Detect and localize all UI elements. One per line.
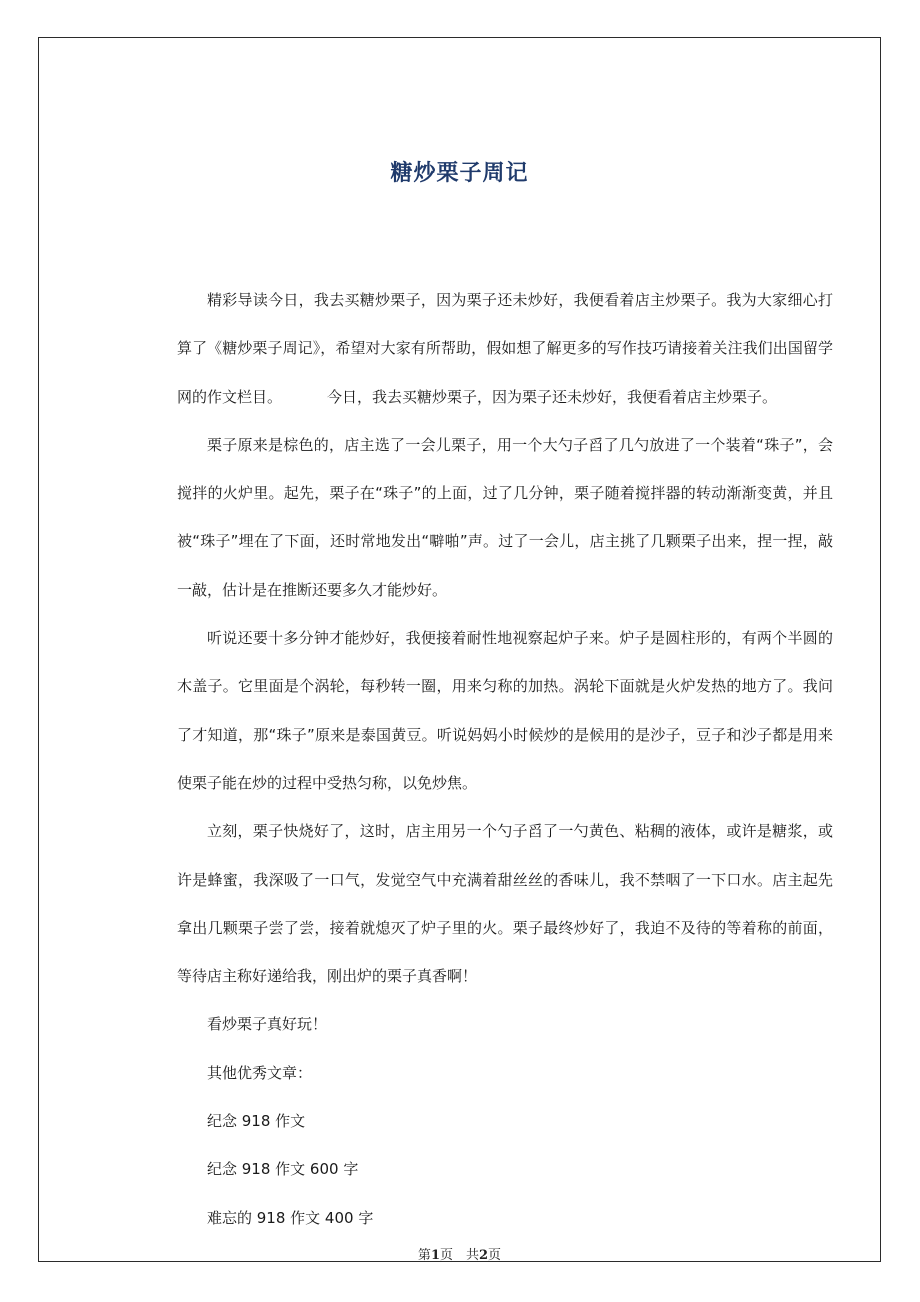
paragraph-5: 看炒栗子真好玩！	[207, 1015, 328, 1034]
paragraph-2: 栗子原来是棕色的，店主选了一会儿栗子，用一个大勺子舀了几勺放进了一个装着“珠子”，会搅拌的火炉里。起先，栗子在“珠子”的上面，过了几分钟，栗子随着搅拌器的转动渐渐变黄，并且被“珠子”埋在了下面，还时常地发出“噼啪”声。过了一会儿，店主挑了几颗栗子出来，捏一捏，敲一敲，估计是在推断还要多久才能炒好。	[177, 435, 833, 599]
paragraph-4: 立刻，栗子快烧好了，这时，店主用另一个勺子舀了一勺黄色、粘稠的液体，或许是糖浆，或许是蜂蜜，我深吸了一口气，发觉空气中充满着甜丝丝的香味儿，我不禁咽了一下口水。店主起先拿出几颗栗子尝了尝，接着就熄灭了炉子里的火。栗子最终炒好了，我迫不及待的等着称的前面，等待店主称好递给我，刚出炉的栗子真香啊！	[177, 822, 833, 986]
intro-continued-text: 今日，我去买糖炒栗子，因为栗子还未炒好，我便看着店主炒栗子。	[327, 387, 778, 406]
paragraph-3: 听说还要十多分钟才能炒好，我便接着耐性地视察起炉子来。炉子是圆柱形的，有两个半圆的木盖子。它里面是个涡轮，每秒转一圈，用来匀称的加热。涡轮下面就是火炉发热的地方了。我问了才知道，那“珠子”原来是泰国黄豆。听说妈妈小时候炒的是候用的是沙子，豆子和沙子都是用来使栗子能在炒的过程中受热匀称，以免炒焦。	[177, 629, 833, 792]
document-title: 糖炒栗子周记	[390, 161, 529, 186]
page-footer	[39, 1244, 880, 1263]
related-article-3: 难忘的 918 作文 400 字	[207, 1208, 374, 1227]
paragraph-intro	[177, 276, 833, 421]
related-article-2: 纪念 918 作文 600 字	[207, 1160, 359, 1179]
intro-text: 精彩导读今日，我去买糖炒栗子，因为栗子还未炒好，我便看着店主炒栗子。我为大家细心打算了《糖炒栗子周记》，希望对大家有所帮助，假如想了解更多的写作技巧请接着关注我们出国留学网的作文栏目。	[177, 291, 833, 406]
footer-mid: 页 共	[439, 1248, 479, 1263]
footer-suffix: 页	[488, 1248, 502, 1263]
footer-page-total: 2	[479, 1248, 489, 1263]
document-body	[177, 276, 833, 1242]
footer-page-current: 1	[430, 1248, 440, 1263]
footer-prefix: 第	[417, 1248, 431, 1263]
document-page	[38, 37, 881, 1262]
related-article-1: 纪念 918 作文	[207, 1112, 306, 1131]
paragraph-6: 其他优秀文章：	[207, 1063, 313, 1082]
